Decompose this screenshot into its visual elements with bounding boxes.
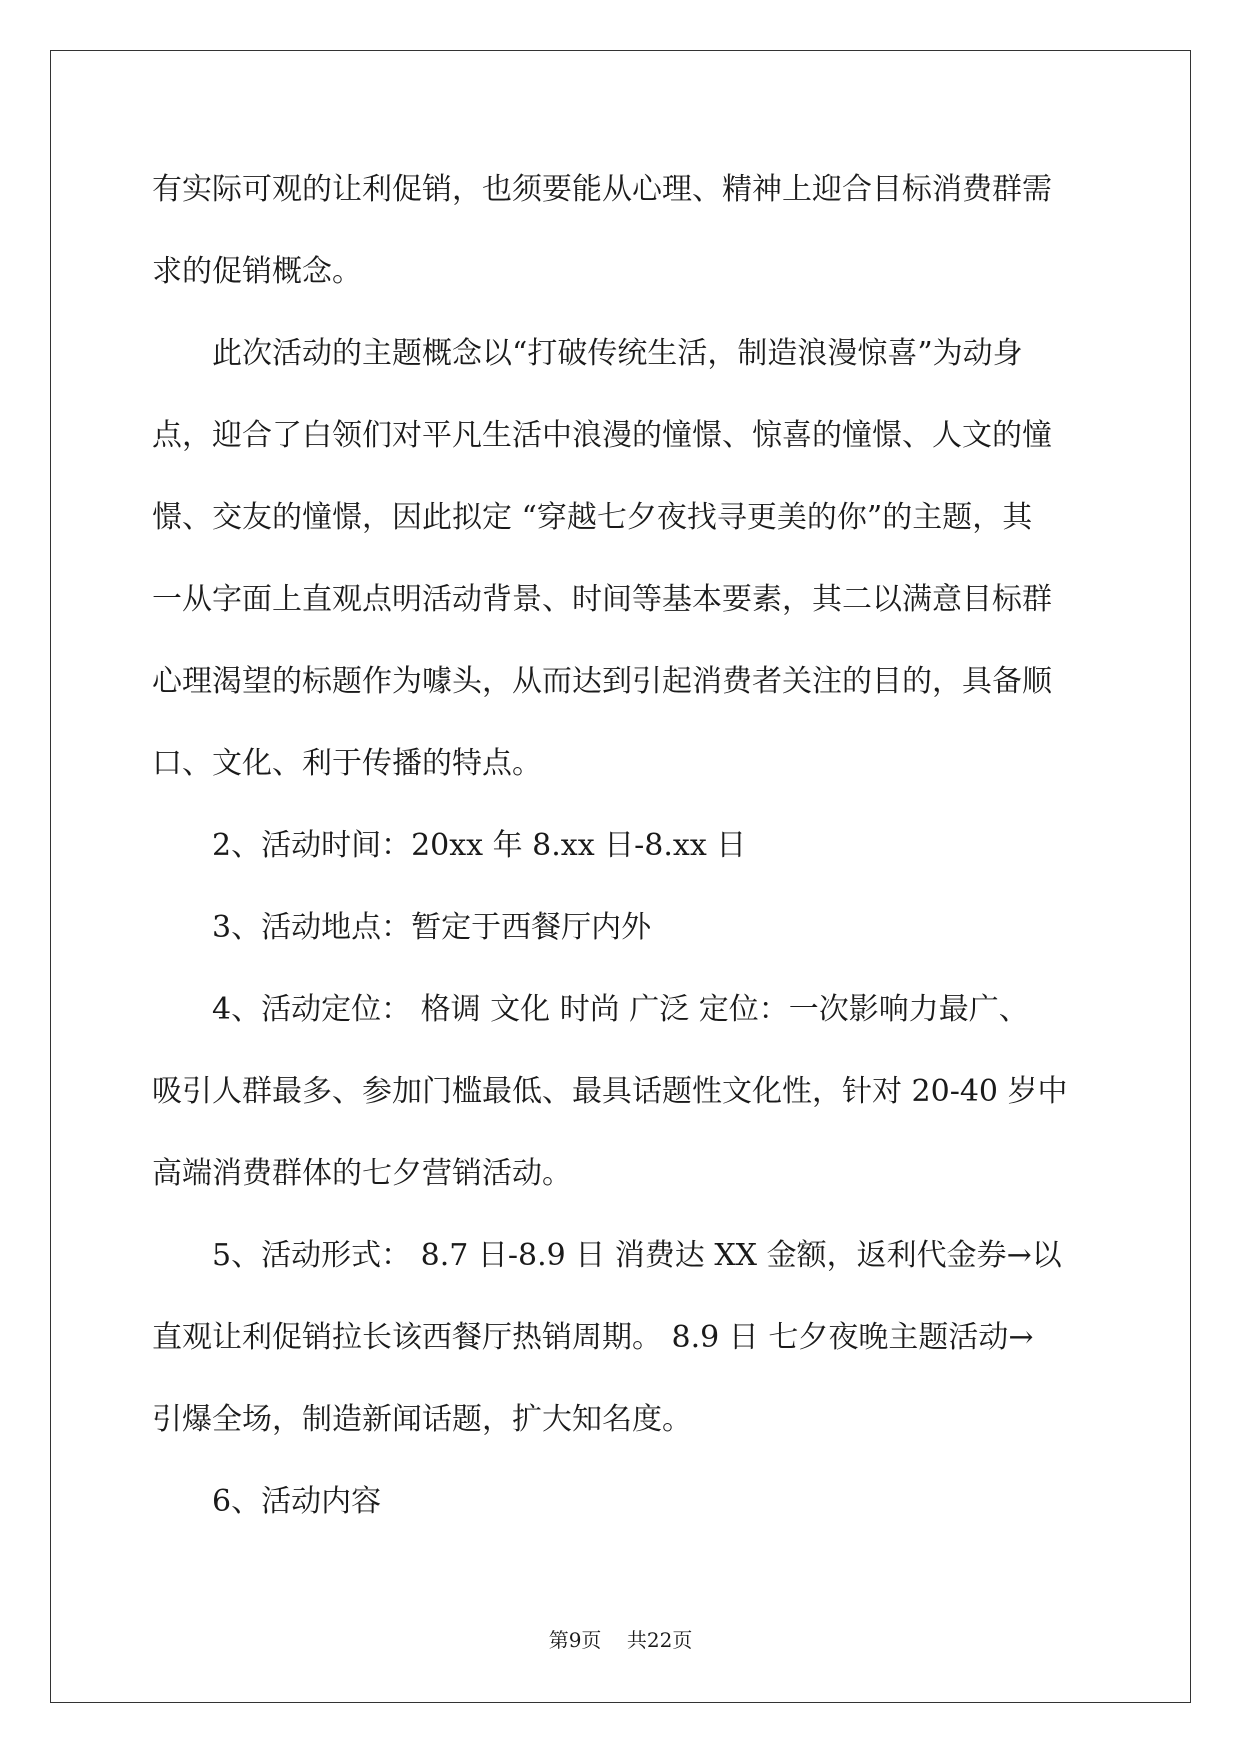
text-line: 高端消费群体的七夕营销活动。 [152, 1156, 572, 1191]
text-line: 吸引人群最多、参加门槛最低、最具话题性文化性，针对 20-40 岁中 [152, 1074, 1068, 1109]
text-line: 点，迎合了白领们对平凡生活中浪漫的憧憬、惊喜的憧憬、人文的憧 [152, 418, 1052, 453]
text-line: 引爆全场，制造新闻话题，扩大知名度。 [152, 1402, 692, 1437]
text-line: 求的促销概念。 [152, 254, 362, 289]
page-footer [0, 1625, 1241, 1655]
text-line: 有实际可观的让利促销，也须要能从心理、精神上迎合目标消费群需 [152, 172, 1052, 207]
page-suffix: 页 [581, 1628, 602, 1652]
page-number: 9 [568, 1628, 582, 1652]
activity-location: 3、活动地点：暂定于西餐厅内外 [152, 910, 652, 945]
text-line: 直观让利促销拉长该西餐厅热销周期。 8.9 日 七夕夜晚主题活动→ [152, 1320, 1034, 1355]
activity-time: 2、活动时间：20xx 年 8.xx 日-8.xx 日 [152, 828, 747, 863]
text-line: 心理渴望的标题作为噱头，从而达到引起消费者关注的目的，具备顺 [152, 664, 1052, 699]
text-line: 憬、交友的憧憬，因此拟定 “穿越七夕夜找寻更美的你”的主题，其 [152, 500, 1033, 535]
text-line: 口、文化、利于传播的特点。 [152, 746, 542, 781]
document-body [152, 162, 1092, 1556]
activity-format: 5、活动形式： 8.7 日-8.9 日 消费达 XX 金额，返利代金券→以 [152, 1238, 1062, 1273]
total-suffix: 页 [672, 1628, 693, 1652]
text-line: 一从字面上直观点明活动背景、时间等基本要素，其二以满意目标群 [152, 582, 1052, 617]
paragraph-start: 此次活动的主题概念以“打破传统生活，制造浪漫惊喜”为动身 [152, 336, 1023, 371]
activity-positioning: 4、活动定位： 格调 文化 时尚 广泛 定位：一次影响力最广、 [152, 992, 1029, 1027]
page-prefix: 第 [548, 1628, 569, 1652]
total-pages: 22 [646, 1628, 673, 1652]
total-prefix: 共 [626, 1628, 647, 1652]
activity-content-heading: 6、活动内容 [152, 1484, 382, 1519]
